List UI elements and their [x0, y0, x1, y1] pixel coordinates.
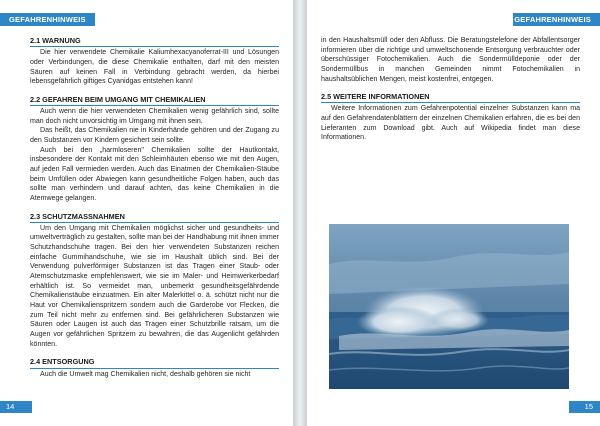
left-page-number: 14	[0, 401, 32, 413]
cyanotype-wave-photo	[329, 224, 569, 389]
section-title-weitere-informationen: 2.5 WEITERE INFORMATIONEN	[321, 92, 580, 103]
section-title-entsorgung: 2.4 ENTSORGUNG	[30, 357, 279, 368]
right-page	[307, 0, 600, 426]
left-page-content	[30, 36, 279, 379]
book-gutter	[293, 0, 307, 426]
paragraph-gefahren-2: Das heißt, das Chemikalien nie in Kinderhände gehören und der Zugang zu den Substanzen vor Kindern gesichert sein sollte.	[30, 127, 279, 144]
right-page-number: 15	[569, 401, 600, 413]
section-title-schutzmassnahmen: 2.3 SCHUTZMASSNAHMEN	[30, 212, 279, 223]
paragraph-entsorgung-continued: in den Haushaltsmüll oder den Abfluss. Die Beratungstelefone der Abfallentsorger informieren über die richtige und umweltschonende Entsorgung verbrauchter oder überschüssiger Fotochemikalien. Auch die Sondermülldeponie oder der Sondermüllbus in manchen Gemeinden nimmt Fotochemikalien in haushaltsüblichen Mengen, meist kostenfrei, entgegen.	[321, 37, 580, 83]
right-header-label: GEFAHRENHINWEIS	[513, 13, 600, 26]
section-title-gefahren: 2.2 GEFAHREN BEIM UMGANG MIT CHEMIKALIEN	[30, 95, 279, 106]
paragraph-warnung: Die hier verwendete Chemikalie Kaliumhexacyanoferrat-III und Lösungen oder Verbindungen, die diese Chemikalie enthalten, darf mit den meisten Säuren auf keinen Fall in Verbindung gebracht werden, da hierbei lebensgefährlich giftiges Cyanidgas entstehen kann!	[30, 49, 279, 86]
right-page-content	[321, 36, 580, 143]
paragraph-schutzmassnahmen: Um den Umgang mit Chemikalien möglichst sicher und gesundheits- und umweltverträglich zu gestalten, sollte man bei der Handhabung mit ihnen immer Schutzhandschuhe tragen. Bei den hier verwendeten Substanzen reichen einfache Gummihandschuhe, wie sie im Haushalt üblich sind. Bei der Verwendung pulverförmiger Substanzen ist das Tragen einer Staub- oder Atemschutzmaske empfehlenswert, wie sie im Maler- und Heimwerkerbedarf erhältlich ist. So vermeidet man, unbemerkt gesundheitsgefährdende Chemikalienstäube einzuatmen. Ein alter Malerkittel o. ä. schützt nicht nur die Haut vor Chemikalienspritzern sondern auch die Garderobe vor Flecken, die zum Teil nicht mehr zu entfernen sind. Bei gefährlicheren Substanzen wie Säuren oder Laugen ist auch das Tragen einer Schutzbrille ratsam, um die Augen vor gefährlichen Spritzern zu bewahren, die das Augenlicht gefährden könnten.	[30, 224, 279, 348]
paragraph-gefahren-1: Auch wenn die hier verwendeten Chemikalien wenig gefährlich sind, sollte man doch nicht unvorsichtig im Umgang mit ihnen sein.	[30, 108, 279, 125]
section-title-warnung: 2.1 WARNUNG	[30, 36, 279, 47]
paragraph-gefahren-3: Auch bei den „harmloseren" Chemikalien sollte der Hautkontakt, insbesondere der Kontakt mit den Schleimhäuten ebenso wie mit den Augen, auf jeden Fall vermieden werden. Auch das Einatmen der Chemikalien-Stäube beim Umfüllen oder Abwiegen kann gesundheitliche Folgen haben, auch das sollte man verhindern und darauf achten, das keine Chemikalien in die Atemwege gelangen.	[30, 146, 279, 202]
left-header-label: GEFAHRENHINWEIS	[0, 13, 95, 26]
paragraph-weitere-informationen: Weitere Informationen zum Gefahrenpotential einzelner Substanzen kann ma auf den Gefahrendatenblättern der einzelnen Chemikalien erfahren, die es bei den Lieferanten zum Download gibt. Auch auf Wikipedia findet man diese Informationen.	[321, 105, 580, 142]
left-page	[0, 0, 293, 426]
paragraph-entsorgung: Auch die Umwelt mag Chemikalien nicht, deshalb gehören sie nicht	[40, 370, 251, 378]
